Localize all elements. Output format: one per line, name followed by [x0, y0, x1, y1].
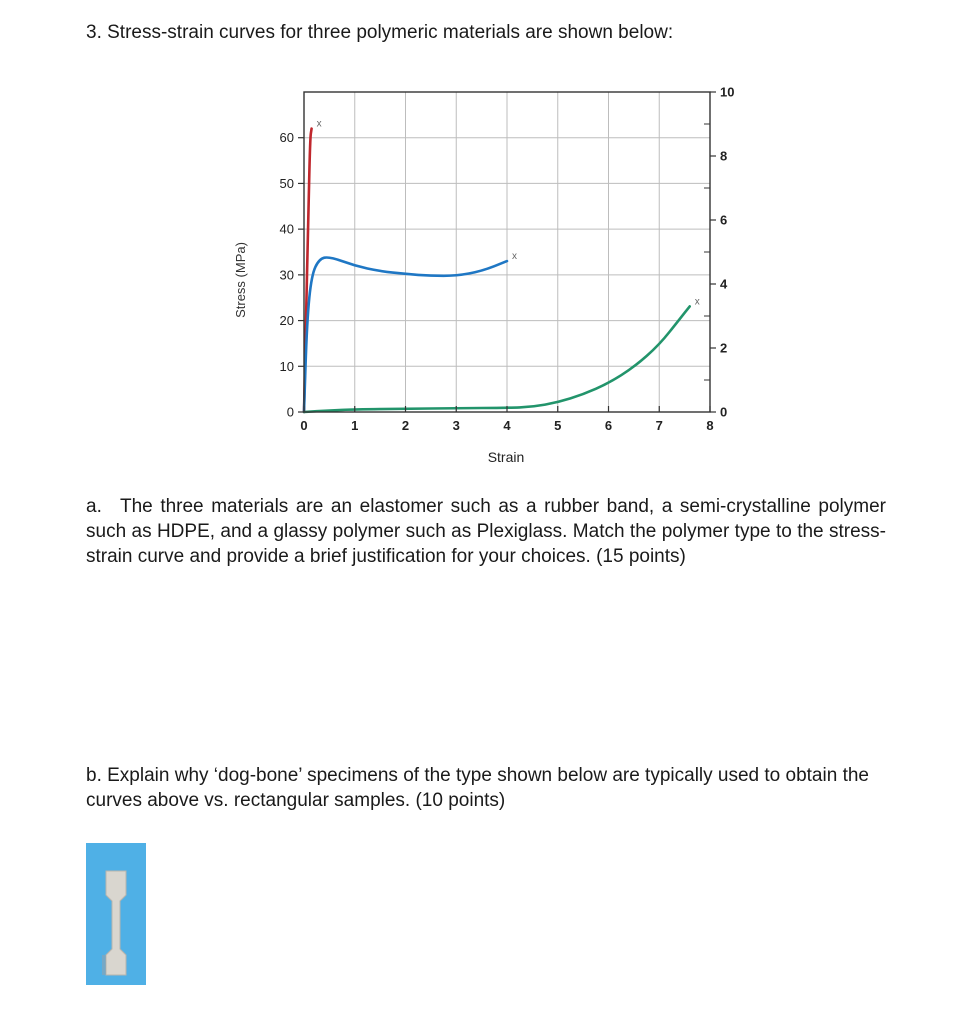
x-tick-label: 1	[351, 418, 359, 433]
y2-tick-label: 4	[720, 276, 728, 292]
curves	[304, 119, 700, 412]
y2-tick-label: 6	[720, 212, 728, 228]
x-tick-label: 2	[401, 418, 410, 433]
part-a-text: The three materials are an elastomer such as a rubber band, a semi-crystalline polymer such as HDPE, and a glassy polymer such as Plexiglass. Match the polymer type to the stress-strain curve and provide a brief justification for your choices. (15 points)	[86, 496, 886, 567]
y2-tick-label: 10	[720, 84, 735, 100]
curve-series-3	[304, 306, 690, 412]
y-tick-label: 50	[279, 175, 294, 191]
x-axis-label: Strain	[487, 449, 525, 465]
y-tick-label: 20	[279, 313, 294, 329]
x-tick-label: 3	[452, 418, 460, 433]
x-tick-label: 6	[604, 418, 613, 433]
stress-strain-chart	[230, 80, 770, 480]
y2-tick-label: 8	[720, 148, 728, 164]
y2-tick-label: 0	[720, 404, 728, 420]
fracture-marker: x	[694, 296, 700, 308]
y-tick-label: 60	[279, 130, 294, 146]
y-tick-label: 0	[286, 404, 294, 420]
y-tick-label: 30	[279, 267, 294, 283]
x-tick-label: 5	[554, 418, 562, 433]
x-tick-label: 4	[503, 418, 511, 433]
x-tick-label: 7	[655, 418, 663, 433]
y2-tick-label: 2	[720, 340, 728, 356]
grid-lines	[304, 92, 710, 412]
specimen-tab-detail	[102, 955, 106, 975]
y-axis-label: Stress (MPa)	[233, 242, 248, 318]
part-a-question	[86, 494, 886, 569]
x-tick-label: 0	[300, 418, 308, 433]
question-title: 3. Stress-strain curves for three polymeric materials are shown below:	[86, 22, 674, 43]
y-tick-label: 40	[279, 221, 294, 237]
fracture-marker: x	[316, 118, 322, 130]
part-b-question: b. Explain why ‘dog-bone’ specimens of the type shown below are typically used to obtain the curves above vs. rectangular samples. (10 points)	[86, 765, 869, 811]
part-a-letter: a.	[86, 496, 102, 517]
x-tick-label: 8	[706, 418, 714, 433]
dog-bone-specimen-photo	[86, 843, 146, 985]
fracture-marker: x	[512, 251, 517, 263]
y-tick-label: 10	[279, 358, 294, 374]
